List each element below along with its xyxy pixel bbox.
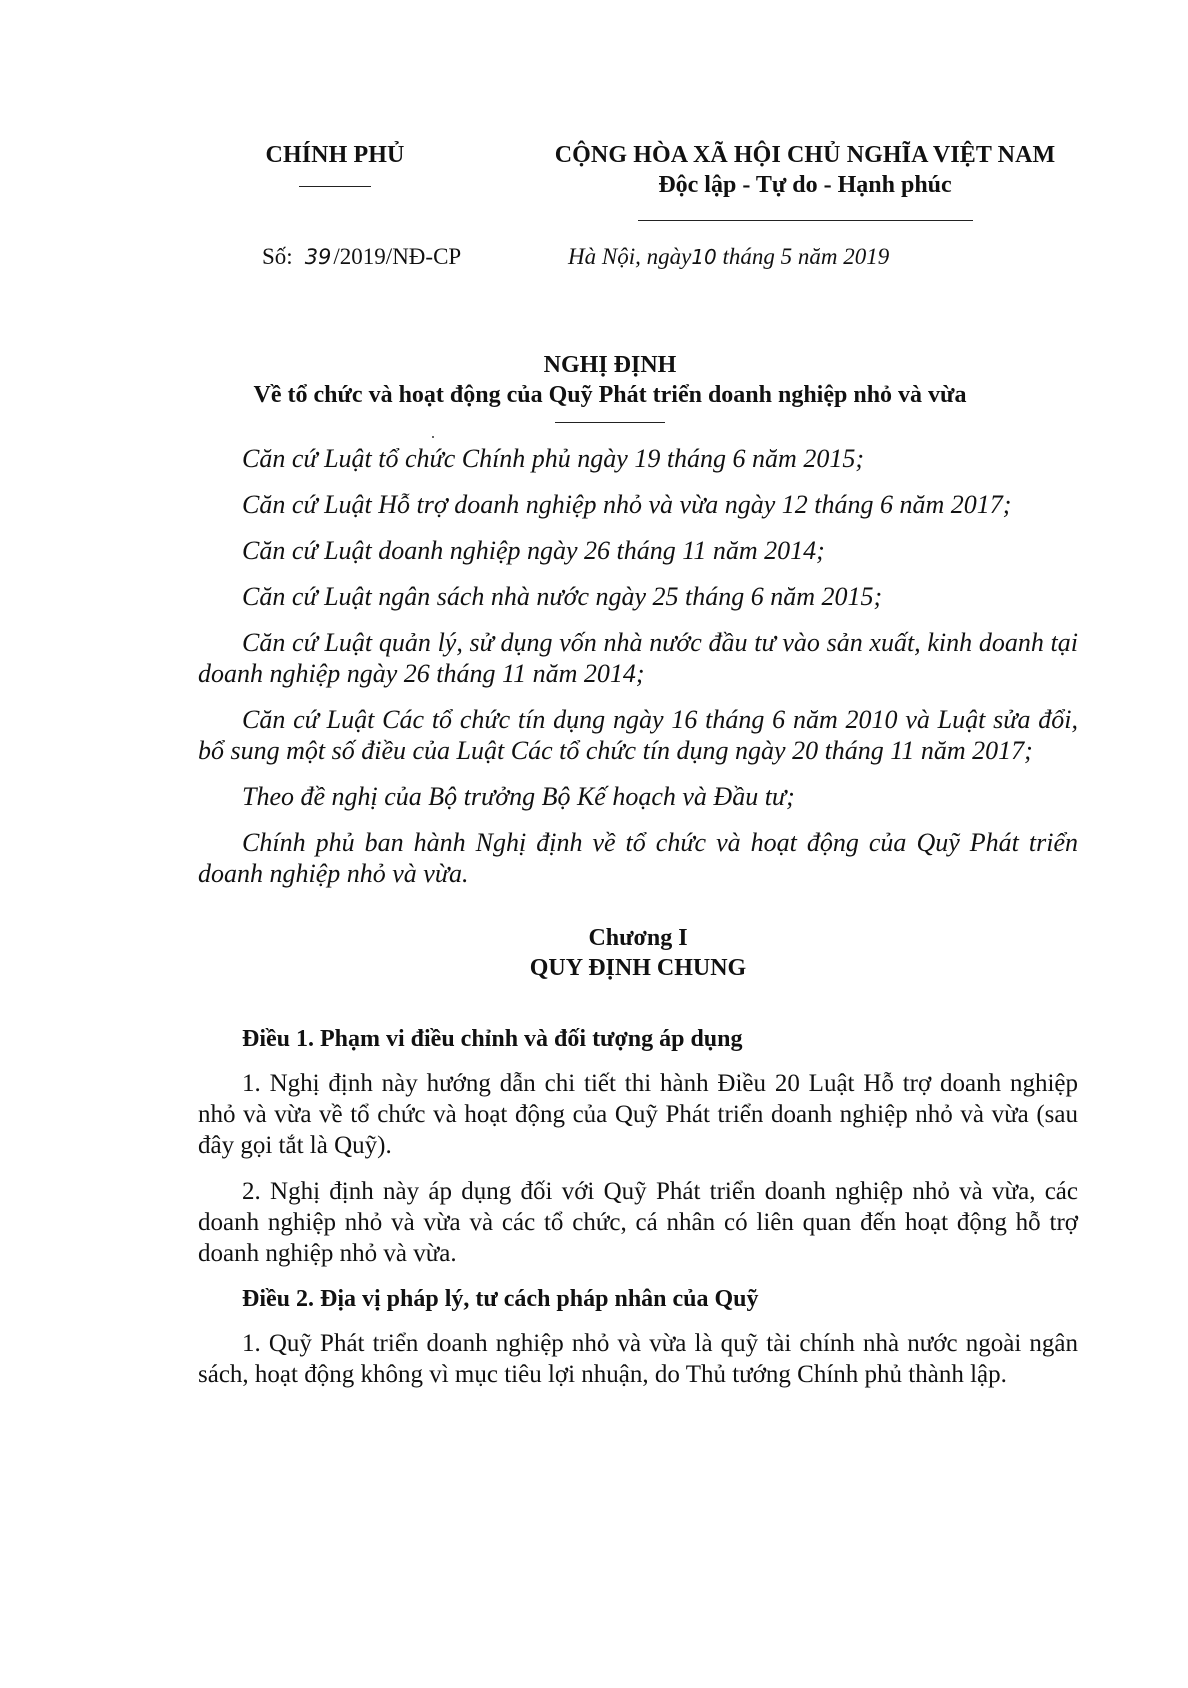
legal-basis-item: Căn cứ Luật quản lý, sử dụng vốn nhà nước đầu tư vào sản xuất, kinh doanh tại doanh nghiệp ngày 26 tháng 11 năm 2014; — [198, 628, 1078, 688]
national-motto: Độc lập - Tự do - Hạnh phúc — [658, 172, 952, 198]
scan-speck — [432, 436, 434, 438]
place-date — [568, 243, 889, 271]
proposal-item: Theo đề nghị của Bộ trưởng Bộ Kế hoạch và Đầu tư; — [242, 782, 795, 811]
document-type: NGHỊ ĐỊNH — [543, 352, 677, 378]
article-heading: Điều 2. Địa vị pháp lý, tư cách pháp nhân của Quỹ — [242, 1286, 759, 1312]
place-date-suffix: tháng 5 năm 2019 — [722, 244, 890, 269]
document-subject: Về tổ chức và hoạt động của Quỹ Phát triển doanh nghiệp nhỏ và vừa — [253, 382, 967, 408]
chapter-number: Chương I — [588, 925, 688, 951]
issuer-underline — [299, 186, 371, 187]
promulgation-statement: Chính phủ ban hành Nghị định về tổ chức và hoạt động của Quỹ Phát triển doanh nghiệp nhỏ và vừa. — [198, 828, 1078, 888]
place-date-prefix: Hà Nội, ngày — [568, 244, 692, 269]
number-value: 39 — [304, 245, 332, 269]
document-number — [262, 243, 461, 271]
number-label: Số: — [262, 244, 293, 269]
legal-basis-item: Căn cứ Luật Các tổ chức tín dụng ngày 16 tháng 6 năm 2010 và Luật sửa đổi, bổ sung một số điều của Luật Các tổ chức tín dụng ngày 20 tháng 11 năm 2017; — [198, 705, 1078, 765]
article-clause: 1. Quỹ Phát triển doanh nghiệp nhỏ và vừa là quỹ tài chính nhà nước ngoài ngân sách, hoạt động không vì mục tiêu lợi nhuận, do Thủ tướng Chính phủ thành lập. — [198, 1330, 1078, 1388]
title-block — [200, 350, 1020, 423]
legal-basis-item: Căn cứ Luật tổ chức Chính phủ ngày 19 tháng 6 năm 2015; — [242, 444, 864, 473]
number-suffix: /2019/NĐ-CP — [333, 244, 462, 269]
issuer-name: CHÍNH PHỦ — [265, 142, 405, 168]
document-body — [198, 443, 1078, 1405]
article-clause: 1. Nghị định này hướng dẫn chi tiết thi hành Điều 20 Luật Hỗ trợ doanh nghiệp nhỏ và vừa về tổ chức và hoạt động của Quỹ Phát triển doanh nghiệp nhỏ và vừa (sau đây gọi tắt là Quỹ). — [198, 1070, 1078, 1159]
title-underline — [555, 422, 665, 423]
day-value: 10 — [691, 245, 717, 269]
legal-basis-item: Căn cứ Luật ngân sách nhà nước ngày 25 tháng 6 năm 2015; — [242, 582, 883, 611]
national-header — [520, 140, 1090, 221]
legal-basis-item: Căn cứ Luật doanh nghiệp ngày 26 tháng 11 năm 2014; — [242, 536, 825, 565]
nation-name: CỘNG HÒA XÃ HỘI CHỦ NGHĨA VIỆT NAM — [554, 142, 1056, 168]
issuer-block — [240, 140, 430, 187]
motto-underline — [638, 220, 973, 221]
chapter-title: QUY ĐỊNH CHUNG — [529, 955, 747, 981]
article-heading: Điều 1. Phạm vi điều chỉnh và đối tượng áp dụng — [242, 1026, 743, 1052]
article-clause: 2. Nghị định này áp dụng đối với Quỹ Phát triển doanh nghiệp nhỏ và vừa, các doanh nghiệp nhỏ và vừa và các tổ chức, cá nhân có liên quan đến hoạt động hỗ trợ doanh nghiệp nhỏ và vừa. — [198, 1178, 1078, 1267]
legal-basis-item: Căn cứ Luật Hỗ trợ doanh nghiệp nhỏ và vừa ngày 12 tháng 6 năm 2017; — [242, 490, 1012, 519]
